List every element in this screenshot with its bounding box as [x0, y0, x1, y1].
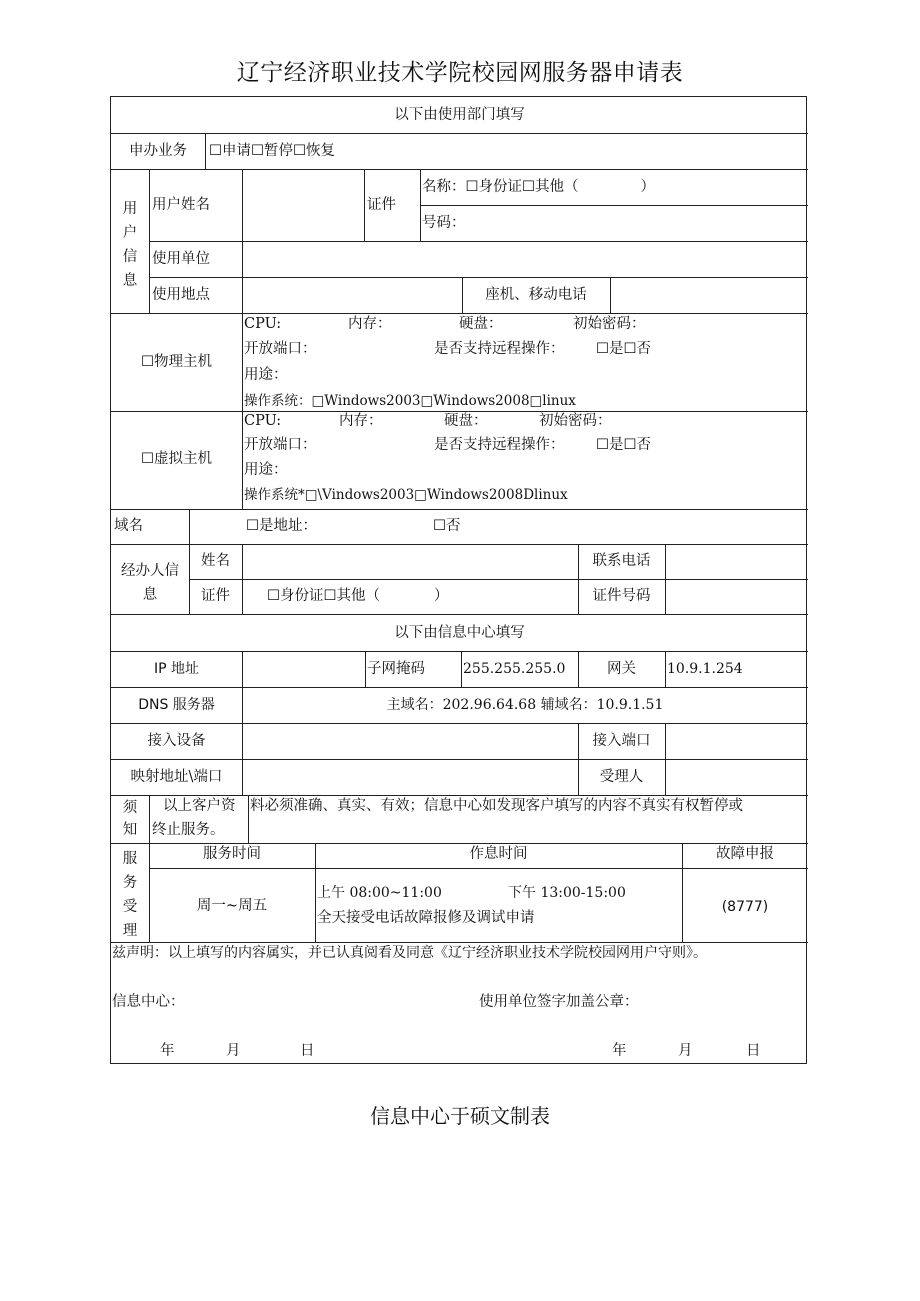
- handler-contact-label: 联系电话: [592, 553, 651, 569]
- form-title: 辽宁经济职业技术学院校园网服务器申请表: [236, 60, 684, 86]
- handler-cert-number-label: 证件号码: [592, 588, 651, 604]
- handler-name-label: 姓名: [201, 553, 230, 569]
- access-device-label: 接入设备: [147, 733, 206, 749]
- domain-yes: ☐是地址：: [246, 518, 317, 534]
- domain-label: 域名: [114, 518, 143, 534]
- user-cert-name: 名称：☐身份证☐其他（ ）: [422, 179, 655, 195]
- user-cert-label: 证件: [367, 197, 396, 213]
- virtual-ports: 开放端口：: [244, 437, 317, 453]
- checkbox-apply[interactable]: ☐: [209, 143, 222, 159]
- access-port-label: 接入端口: [592, 733, 651, 749]
- business-label: 申办业务: [129, 143, 187, 159]
- service-allday: 全天接受电话故障报修及调试申请: [317, 910, 535, 926]
- physical-host-label: ☐物理主机: [141, 354, 212, 370]
- checkbox-resume[interactable]: ☐: [293, 143, 306, 159]
- physical-os: 操作系统：□Windows2003□Windows2008□linux: [244, 393, 576, 409]
- section-header-center: 以下由信息中心填写: [394, 625, 525, 641]
- center-date-day: 日: [300, 1043, 315, 1059]
- section-header-user: 以下由使用部门填写: [394, 107, 525, 123]
- virtual-cpu: CPU:: [244, 413, 282, 429]
- unit-date-month: 月: [678, 1043, 693, 1059]
- physical-disk: 硬盘：: [459, 316, 503, 332]
- virtual-init-password: 初始密码：: [539, 413, 612, 429]
- service-morning: 上午 08:00~11:00: [317, 885, 442, 901]
- declaration-text: 兹声明：以上填写的内容属实，并已认真阅看及同意《辽宁经济职业技术学院校园网用户守则》。: [112, 945, 707, 961]
- gateway-value: 10.9.1.254: [667, 661, 743, 677]
- user-unit-label: 使用单位: [152, 251, 210, 267]
- checkbox-virtual-remote-yes[interactable]: ☐: [596, 437, 609, 453]
- fault-phone: (8777): [721, 899, 769, 915]
- ip-address-label: IP 地址: [153, 661, 200, 677]
- handler-info-label: 经办人信 息: [121, 563, 179, 603]
- physical-init-password: 初始密码：: [573, 316, 646, 332]
- rest-time-header: 作息时间: [469, 846, 528, 862]
- checkbox-other-cert[interactable]: ☐: [522, 179, 535, 195]
- service-days: 周一~周五: [196, 898, 268, 914]
- service-afternoon: 下午 13:00-15:00: [508, 885, 626, 901]
- service-time-header: 服务时间: [203, 846, 261, 862]
- center-date-month: 月: [226, 1043, 241, 1059]
- checkbox-physical-remote-yes[interactable]: ☐: [596, 341, 609, 357]
- user-name-label: 用户姓名: [152, 197, 210, 213]
- checkbox-physical-host[interactable]: ☐: [141, 354, 154, 370]
- checkbox-handler-other[interactable]: ☐: [323, 588, 337, 604]
- physical-ports: 开放端口：: [244, 341, 317, 357]
- footer-note: 信息中心于硕文制表: [370, 1104, 550, 1128]
- subnet-mask-label: 子网掩码: [367, 661, 425, 677]
- user-cert-number: 号码：: [422, 215, 466, 231]
- handler-cert-label: 证件: [201, 588, 230, 604]
- subnet-mask-value: 255.255.255.0: [463, 661, 566, 677]
- notice-line1-right: 料必须准确、真实、有效；信息中心如发现客户填写的内容不真实有权暂停或: [250, 798, 743, 814]
- dns-label: DNS 服务器: [138, 697, 215, 713]
- gateway-label: 网关: [607, 661, 636, 677]
- notice-line2: 终止服务。: [152, 822, 225, 838]
- virtual-memory: 内存：: [339, 413, 383, 429]
- checkbox-physical-remote-no[interactable]: ☐: [623, 341, 637, 357]
- unit-date-day: 日: [746, 1043, 761, 1059]
- domain-no: ☐否: [433, 518, 461, 534]
- service-label: 服 务 受 理: [122, 851, 138, 939]
- unit-signature: 使用单位签字加盖公章：: [479, 994, 639, 1010]
- physical-memory: 内存：: [348, 316, 392, 332]
- virtual-disk: 硬盘：: [444, 413, 488, 429]
- virtual-host-label: ☐虚拟主机: [141, 451, 212, 467]
- center-date-year: 年: [160, 1043, 175, 1059]
- physical-purpose: 用途：: [244, 367, 288, 383]
- dns-value: 主域名：202.96.64.68 辅域名：10.9.1.51: [386, 697, 664, 713]
- business-options: ☐申请☐暂停☐恢复: [209, 143, 335, 159]
- receiver-label: 受理人: [599, 769, 644, 785]
- notice-label: 须 知: [122, 800, 138, 838]
- virtual-remote-options: ☐是☐否: [596, 437, 651, 453]
- checkbox-virtual-host[interactable]: ☐: [141, 451, 154, 467]
- unit-date-year: 年: [612, 1043, 627, 1059]
- checkbox-virtual-remote-no[interactable]: ☐: [623, 437, 637, 453]
- checkbox-id-card[interactable]: ☐: [465, 179, 479, 195]
- virtual-remote: 是否支持远程操作：: [434, 437, 565, 453]
- physical-cpu: CPU:: [244, 316, 282, 332]
- user-place-label: 使用地点: [152, 287, 210, 303]
- application-form-table: [110, 96, 807, 1064]
- mapping-label: 映射地址\端口: [130, 769, 223, 785]
- handler-cert-options: ☐身份证☐其他（ ）: [267, 588, 449, 604]
- physical-remote-options: ☐是☐否: [596, 341, 651, 357]
- user-phone-label: 座机、移动电话: [485, 287, 587, 303]
- info-center-signature: 信息中心：: [112, 994, 185, 1010]
- checkbox-domain-no[interactable]: ☐: [433, 518, 446, 534]
- checkbox-suspend[interactable]: ☐: [251, 143, 264, 159]
- checkbox-domain-yes[interactable]: ☐: [246, 518, 259, 534]
- notice-line1-left: 以上客户资: [163, 798, 236, 814]
- user-info-label: 用 户 信 息: [122, 201, 138, 289]
- virtual-purpose: 用途：: [244, 462, 288, 478]
- fault-report-header: 故障申报: [716, 846, 774, 862]
- checkbox-handler-id-card[interactable]: ☐: [267, 588, 280, 604]
- virtual-os: 操作系统*□\Vindows2003□Windows2008Dlinux: [244, 487, 568, 503]
- physical-remote: 是否支持远程操作：: [434, 341, 565, 357]
